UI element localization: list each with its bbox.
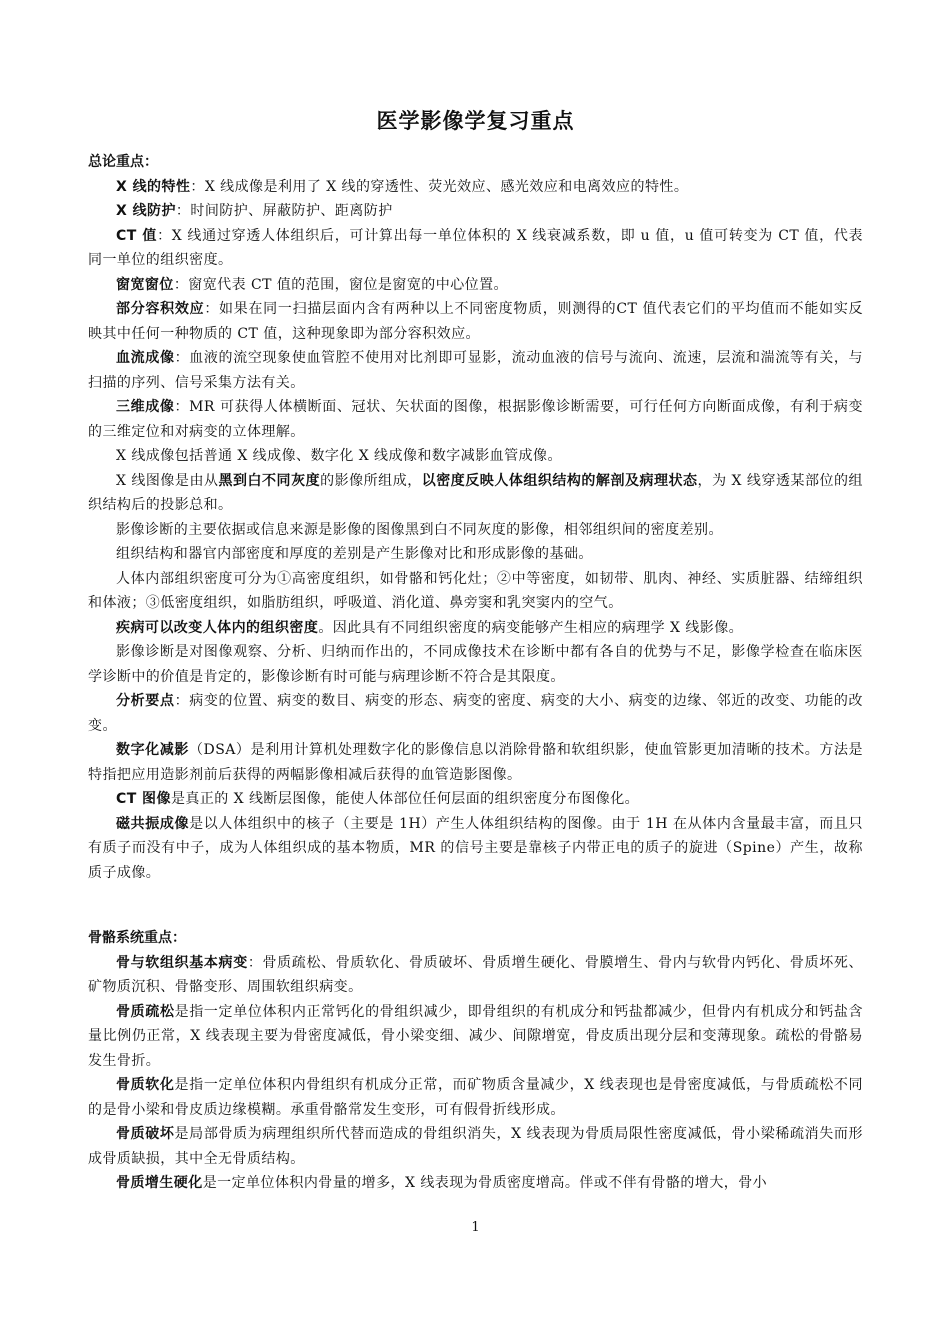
- section-skeletal: [88, 926, 863, 1196]
- term: CT 图像: [116, 791, 171, 807]
- paragraph-text: ：X 线通过穿透人体组织后，可计算出每一单位体积的 X 线衰减系数，即 u 值，u 值可转变为 CT 值，代表同一单位的组织密度。: [88, 227, 864, 268]
- paragraph-text: ：病变的位置、病变的数目、病变的形态、病变的密度、病变的大小、病变的边缘、邻近的改变、功能的改变。: [88, 693, 863, 734]
- paragraph: [88, 395, 863, 444]
- paragraph: [88, 787, 863, 812]
- paragraph: [88, 224, 863, 273]
- paragraph-text: ：如果在同一扫描层面内含有两种以上不同密度物质，则测得的CT 值代表它们的平均值而不能如实反映其中任何一种物质的 CT 值，这种现象即为部分容积效应。: [88, 301, 864, 342]
- paragraph: [88, 1000, 863, 1074]
- paragraph-text: X 线成像包括普通 X 线成像、数字化 X 线成像和数字减影血管成像。: [116, 448, 562, 464]
- paragraph: [88, 1171, 863, 1196]
- section-heading: 总论重点：: [88, 154, 158, 170]
- term: 骨质破坏: [116, 1126, 175, 1142]
- paragraph-text: 是局部骨质为病理组织所代替而造成的骨组织消失，X 线表现为骨质局限性密度减低，骨小梁稀疏消失而形成骨质缺损，其中全无骨质结构。: [88, 1126, 863, 1167]
- paragraph-text: ：骨质疏松、骨质软化、骨质破坏、骨质增生硬化、骨膜增生、骨内与软骨内钙化、骨质坏死、矿物质沉积、骨骼变形、周围软组织病变。: [88, 954, 863, 995]
- section-general: [88, 150, 863, 885]
- term: 磁共振成像: [116, 815, 190, 832]
- paragraph-text: 组织结构和器官内部密度和厚度的差别是产生影像对比和形成影像的基础。: [116, 546, 593, 562]
- paragraph-text: 影像诊断的主要依据或信息来源是影像的图像黑到白不同灰度的影像，相邻组织间的密度差别。: [116, 521, 723, 538]
- section-body: [88, 175, 863, 886]
- term: X 线的特性: [116, 178, 191, 195]
- paragraph-text: ：MR 可获得人体横断面、冠状、矢状面的图像，根据影像诊断需要，可行任何方向断面成像，有利于病变的三维定位和对病变的立体理解。: [88, 399, 863, 440]
- paragraph-text: 是一定单位体积内骨量的增多，X 线表现为骨质密度增高。伴或不伴有骨骼的增大，骨小: [202, 1175, 768, 1191]
- paragraph-text: ：X 线成像是利用了 X 线的穿透性、荧光效应、感光效应和电离效应的特性。: [190, 178, 689, 195]
- paragraph: [88, 738, 863, 787]
- paragraph: [88, 297, 863, 346]
- term: 骨质增生硬化: [116, 1175, 203, 1191]
- term: 血流成像: [116, 350, 175, 366]
- term: 疾病可以改变人体内的组织密度: [116, 619, 319, 636]
- paragraph-text: ：时间防护、屏蔽防护、距离防护: [175, 203, 393, 219]
- paragraph: [88, 1073, 863, 1122]
- paragraph: [88, 567, 863, 616]
- paragraph-text: 人体内部组织密度可分为①高密度组织，如骨骼和钙化灶；②中等密度，如韧带、肌肉、神经、实质脏器、结缔组织和体液；③低密度组织，如脂肪组织，呼吸道、消化道、鼻旁窦和乳突窦内的空气。: [88, 570, 863, 611]
- paragraph-text: ：血液的流空现象使血管腔不使用对比剂即可显影，流动血液的信号与流向、流速，层流和湍流等有关，与扫描的序列、信号采集方法有关。: [88, 350, 863, 391]
- paragraph: [88, 199, 863, 224]
- paragraph-text: ：窗宽代表 CT 值的范围，窗位是窗宽的中心位置。: [173, 276, 509, 293]
- term: CT 值: [116, 227, 158, 244]
- term: X 线防护: [116, 203, 176, 219]
- paragraph-text: （DSA）是利用计算机处理数字化的影像信息以消除骨骼和软组织影，使血管影更加清晰的技术。方法是特指把应用造影剂前后获得的两幅影像相减后获得的血管造影图像。: [88, 742, 864, 783]
- term: 分析要点: [116, 693, 175, 709]
- paragraph: [88, 518, 863, 543]
- paragraph: [88, 175, 863, 200]
- term: 部分容积效应: [116, 301, 205, 317]
- paragraph: [88, 542, 863, 567]
- term: 三维成像: [116, 399, 175, 415]
- emphasis-text: 以密度反映人体组织结构的解剖及病理状态: [421, 472, 698, 489]
- paragraph: [88, 444, 863, 469]
- term: 骨质疏松: [116, 1003, 175, 1020]
- paragraph-text: 。因此具有不同组织密度的病变能够产生相应的病理学 X 线影像。: [318, 619, 744, 636]
- paragraph-text: 的影像所组成，: [320, 472, 422, 489]
- paragraph: [88, 616, 863, 641]
- term: 骨质软化: [116, 1077, 175, 1093]
- paragraph-text: 是指一定单位体积内骨组织有机成分正常，而矿物质含量减少，X 线表现也是骨密度减低，与骨质疏松不同的是骨小梁和骨皮质边缘模糊。承重骨骼常发生变形，可有假骨折线形成。: [88, 1077, 863, 1118]
- paragraph: [88, 1122, 863, 1171]
- term: 数字化减影: [116, 742, 189, 758]
- paragraph: [88, 689, 863, 738]
- paragraph-text: X 线图像是由从: [116, 472, 219, 489]
- paragraph: [88, 812, 863, 886]
- paragraph-text: ，为 X 线穿透某部位的组织结构后的投影总和。: [88, 472, 863, 513]
- paragraph: [88, 346, 863, 395]
- paragraph: [88, 273, 863, 298]
- term: 骨与软组织基本病变: [116, 954, 248, 971]
- section-body: [88, 951, 863, 1196]
- paragraph-text: 是以人体组织中的核子（主要是 1H）产生人体组织结构的图像。由于 1H 在从体内含量最丰富，而且只有质子而没有中子，成为人体组织成的基本物质，MR 的信号主要是靠核子内带正电的质子的旋进（Spine）产生，故称质子成像。: [88, 815, 864, 881]
- paragraph: [88, 469, 863, 518]
- paragraph-text: 影像诊断是对图像观察、分析、归纳而作出的，不同成像技术在诊断中都有各自的优势与不足，影像学检查在临床医学诊断中的价值是肯定的，影像诊断有时可能与病理诊断不符合是其限度。: [88, 644, 863, 685]
- emphasis-text: 黑到白不同灰度: [218, 472, 321, 489]
- page-title: 医学影像学复习重点: [376, 109, 575, 133]
- paragraph-text: 是指一定单位体积内正常钙化的骨组织减少，即骨组织的有机成分和钙盐都减少，但骨内有机成分和钙盐含量比例仍正常，X 线表现主要为骨密度减低，骨小梁变细、减少、间隙增宽，骨皮质出现分层和变薄现象。疏松的骨骼易发生骨折。: [88, 1003, 863, 1069]
- section-heading: 骨骼系统重点：: [88, 930, 186, 946]
- page-number: 1: [471, 1220, 480, 1235]
- paragraph: [88, 640, 863, 689]
- term: 窗宽窗位: [116, 276, 174, 293]
- paragraph: [88, 951, 863, 1000]
- paragraph-text: 是真正的 X 线断层图像，能使人体部位任何层面的组织密度分布图像化。: [170, 791, 640, 807]
